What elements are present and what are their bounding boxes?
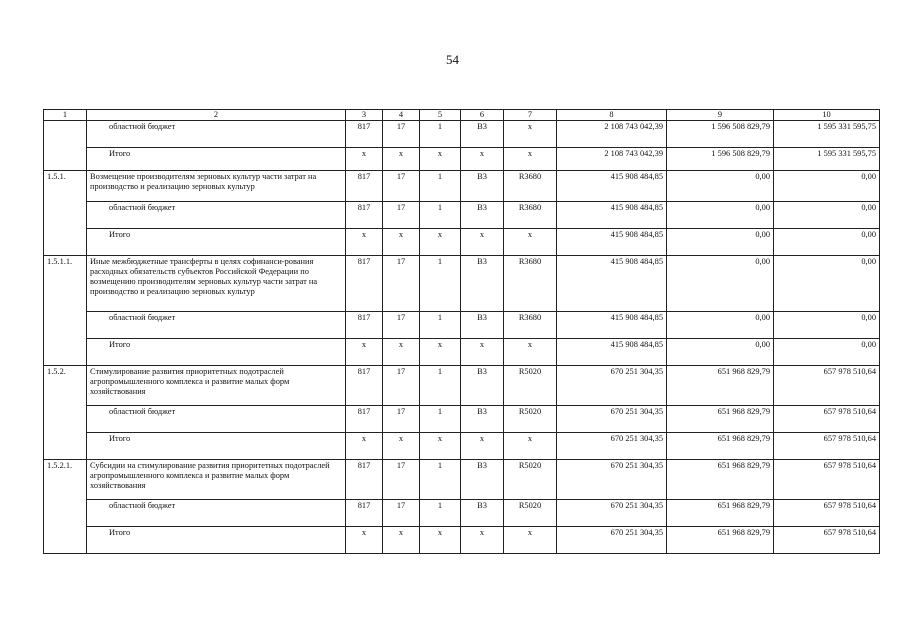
- cell-col10: 0,00: [774, 339, 880, 366]
- table-row: [44, 527, 880, 554]
- cell-col10: 657 978 510,64: [774, 500, 880, 527]
- cell-col7: R3680: [504, 202, 557, 229]
- row-name: Итого: [87, 527, 346, 554]
- column-header: 5: [420, 110, 461, 121]
- cell-col6: В3: [461, 256, 504, 312]
- cell-col8: 670 251 304,35: [557, 527, 667, 554]
- cell-col6: х: [461, 148, 504, 171]
- cell-col3: х: [346, 433, 383, 460]
- cell-col4: 17: [383, 171, 420, 202]
- row-code: [44, 148, 87, 171]
- cell-col7: х: [504, 433, 557, 460]
- cell-col8: 670 251 304,35: [557, 433, 667, 460]
- cell-col10: 0,00: [774, 312, 880, 339]
- cell-col3: х: [346, 527, 383, 554]
- cell-col7: R5020: [504, 460, 557, 500]
- cell-col5: 1: [420, 366, 461, 406]
- table-row: [44, 148, 880, 171]
- cell-col3: 817: [346, 312, 383, 339]
- cell-col3: 817: [346, 500, 383, 527]
- cell-col10: 1 595 331 595,75: [774, 148, 880, 171]
- row-name: Стимулирование развития приоритетных подотраслей агропромышленного комплекса и развитие малых форм хозяйствования: [87, 366, 346, 406]
- cell-col3: 817: [346, 121, 383, 148]
- cell-col6: х: [461, 339, 504, 366]
- cell-col6: В3: [461, 171, 504, 202]
- table-row: [44, 229, 880, 256]
- column-header: 10: [774, 110, 880, 121]
- cell-col5: 1: [420, 171, 461, 202]
- cell-col9: 0,00: [667, 171, 774, 202]
- row-name: Субсидии на стимулирование развития приоритетных подотраслей агропромышленного комплекса и развитие малых форм хозяйствования: [87, 460, 346, 500]
- cell-col4: х: [383, 229, 420, 256]
- column-header: 2: [87, 110, 346, 121]
- cell-col5: х: [420, 339, 461, 366]
- cell-col9: 1 596 508 829,79: [667, 121, 774, 148]
- cell-col8: 670 251 304,35: [557, 366, 667, 406]
- cell-col7: R5020: [504, 366, 557, 406]
- cell-col9: 0,00: [667, 312, 774, 339]
- cell-col9: 0,00: [667, 339, 774, 366]
- cell-col5: 1: [420, 256, 461, 312]
- row-name: Итого: [87, 229, 346, 256]
- row-code: 1.5.2.1.: [44, 460, 87, 500]
- cell-col9: 651 968 829,79: [667, 500, 774, 527]
- cell-col6: х: [461, 433, 504, 460]
- page-number: 54: [446, 52, 459, 67]
- cell-col10: 1 595 331 595,75: [774, 121, 880, 148]
- cell-col3: х: [346, 229, 383, 256]
- row-code: [44, 229, 87, 256]
- cell-col3: 817: [346, 366, 383, 406]
- cell-col9: 0,00: [667, 256, 774, 312]
- cell-col10: 657 978 510,64: [774, 406, 880, 433]
- cell-col4: 17: [383, 406, 420, 433]
- cell-col7: R5020: [504, 500, 557, 527]
- cell-col3: 817: [346, 256, 383, 312]
- row-name: Итого: [87, 433, 346, 460]
- cell-col5: х: [420, 229, 461, 256]
- cell-col5: 1: [420, 460, 461, 500]
- cell-col7: R5020: [504, 406, 557, 433]
- budget-table: [43, 109, 880, 554]
- cell-col7: R3680: [504, 256, 557, 312]
- table-row: [44, 312, 880, 339]
- cell-col7: х: [504, 229, 557, 256]
- column-header: 1: [44, 110, 87, 121]
- cell-col8: 415 908 484,85: [557, 171, 667, 202]
- cell-col3: х: [346, 339, 383, 366]
- cell-col4: х: [383, 527, 420, 554]
- row-name: Иные межбюджетные трансферты в целях софинанси-рования расходных обязательств субъектов Российской Федерации по возмещению производителям зерновых культур части затрат на производство и реализацию зерновых культур: [87, 256, 346, 312]
- column-header: 8: [557, 110, 667, 121]
- cell-col4: 17: [383, 500, 420, 527]
- row-code: [44, 202, 87, 229]
- cell-col3: 817: [346, 202, 383, 229]
- row-code: [44, 121, 87, 148]
- table-header-row: [44, 110, 880, 121]
- cell-col9: 0,00: [667, 202, 774, 229]
- cell-col6: х: [461, 527, 504, 554]
- cell-col9: 651 968 829,79: [667, 433, 774, 460]
- cell-col10: 0,00: [774, 202, 880, 229]
- cell-col6: В3: [461, 312, 504, 339]
- cell-col3: 817: [346, 460, 383, 500]
- cell-col9: 651 968 829,79: [667, 406, 774, 433]
- table-row: [44, 202, 880, 229]
- row-code: [44, 500, 87, 527]
- cell-col10: 657 978 510,64: [774, 460, 880, 500]
- cell-col3: 817: [346, 406, 383, 433]
- cell-col6: В3: [461, 406, 504, 433]
- cell-col6: В3: [461, 202, 504, 229]
- row-code: [44, 527, 87, 554]
- cell-col5: 1: [420, 312, 461, 339]
- cell-col5: 1: [420, 406, 461, 433]
- cell-col10: 657 978 510,64: [774, 527, 880, 554]
- row-code: [44, 339, 87, 366]
- cell-col8: 2 108 743 042,39: [557, 148, 667, 171]
- cell-col5: х: [420, 527, 461, 554]
- row-code: [44, 312, 87, 339]
- table-row: [44, 433, 880, 460]
- cell-col4: х: [383, 148, 420, 171]
- cell-col5: 1: [420, 202, 461, 229]
- row-name: Возмещение производителям зерновых культур части затрат на производство и реализацию зерновых культур: [87, 171, 346, 202]
- cell-col6: В3: [461, 121, 504, 148]
- cell-col5: х: [420, 433, 461, 460]
- cell-col6: В3: [461, 500, 504, 527]
- cell-col8: 415 908 484,85: [557, 339, 667, 366]
- cell-col8: 2 108 743 042,39: [557, 121, 667, 148]
- cell-col8: 670 251 304,35: [557, 406, 667, 433]
- cell-col9: 0,00: [667, 229, 774, 256]
- row-code: [44, 433, 87, 460]
- cell-col9: 651 968 829,79: [667, 366, 774, 406]
- cell-col5: х: [420, 148, 461, 171]
- cell-col3: 817: [346, 171, 383, 202]
- cell-col4: 17: [383, 366, 420, 406]
- cell-col10: 657 978 510,64: [774, 366, 880, 406]
- cell-col4: 17: [383, 312, 420, 339]
- row-code: [44, 406, 87, 433]
- cell-col10: 0,00: [774, 171, 880, 202]
- cell-col4: 17: [383, 460, 420, 500]
- cell-col4: 17: [383, 202, 420, 229]
- cell-col5: 1: [420, 121, 461, 148]
- cell-col10: 0,00: [774, 229, 880, 256]
- cell-col5: 1: [420, 500, 461, 527]
- cell-col7: R3680: [504, 171, 557, 202]
- cell-col7: х: [504, 527, 557, 554]
- cell-col7: R3680: [504, 312, 557, 339]
- cell-col3: х: [346, 148, 383, 171]
- cell-col9: 1 596 508 829,79: [667, 148, 774, 171]
- cell-col8: 415 908 484,85: [557, 202, 667, 229]
- cell-col4: х: [383, 433, 420, 460]
- row-code: 1.5.1.1.: [44, 256, 87, 312]
- row-name: областной бюджет: [87, 312, 346, 339]
- row-code: 1.5.2.: [44, 366, 87, 406]
- table-row: [44, 339, 880, 366]
- row-code: 1.5.1.: [44, 171, 87, 202]
- cell-col4: 17: [383, 256, 420, 312]
- column-header: 6: [461, 110, 504, 121]
- cell-col8: 415 908 484,85: [557, 229, 667, 256]
- cell-col8: 415 908 484,85: [557, 312, 667, 339]
- row-name: Итого: [87, 148, 346, 171]
- column-header: 7: [504, 110, 557, 121]
- cell-col7: х: [504, 121, 557, 148]
- column-header: 4: [383, 110, 420, 121]
- column-header: 3: [346, 110, 383, 121]
- table-row: [44, 366, 880, 406]
- row-name: Итого: [87, 339, 346, 366]
- row-name: областной бюджет: [87, 121, 346, 148]
- cell-col9: 651 968 829,79: [667, 527, 774, 554]
- row-name: областной бюджет: [87, 202, 346, 229]
- table-row: [44, 171, 880, 202]
- cell-col4: 17: [383, 121, 420, 148]
- row-name: областной бюджет: [87, 406, 346, 433]
- cell-col6: В3: [461, 366, 504, 406]
- cell-col6: В3: [461, 460, 504, 500]
- table-row: [44, 406, 880, 433]
- cell-col9: 651 968 829,79: [667, 460, 774, 500]
- cell-col6: х: [461, 229, 504, 256]
- table-row: [44, 256, 880, 312]
- row-name: областной бюджет: [87, 500, 346, 527]
- cell-col8: 670 251 304,35: [557, 460, 667, 500]
- cell-col4: х: [383, 339, 420, 366]
- column-header: 9: [667, 110, 774, 121]
- cell-col10: 0,00: [774, 256, 880, 312]
- cell-col10: 657 978 510,64: [774, 433, 880, 460]
- cell-col7: х: [504, 339, 557, 366]
- cell-col7: х: [504, 148, 557, 171]
- cell-col8: 415 908 484,85: [557, 256, 667, 312]
- table-row: [44, 121, 880, 148]
- cell-col8: 670 251 304,35: [557, 500, 667, 527]
- table-row: [44, 460, 880, 500]
- table-row: [44, 500, 880, 527]
